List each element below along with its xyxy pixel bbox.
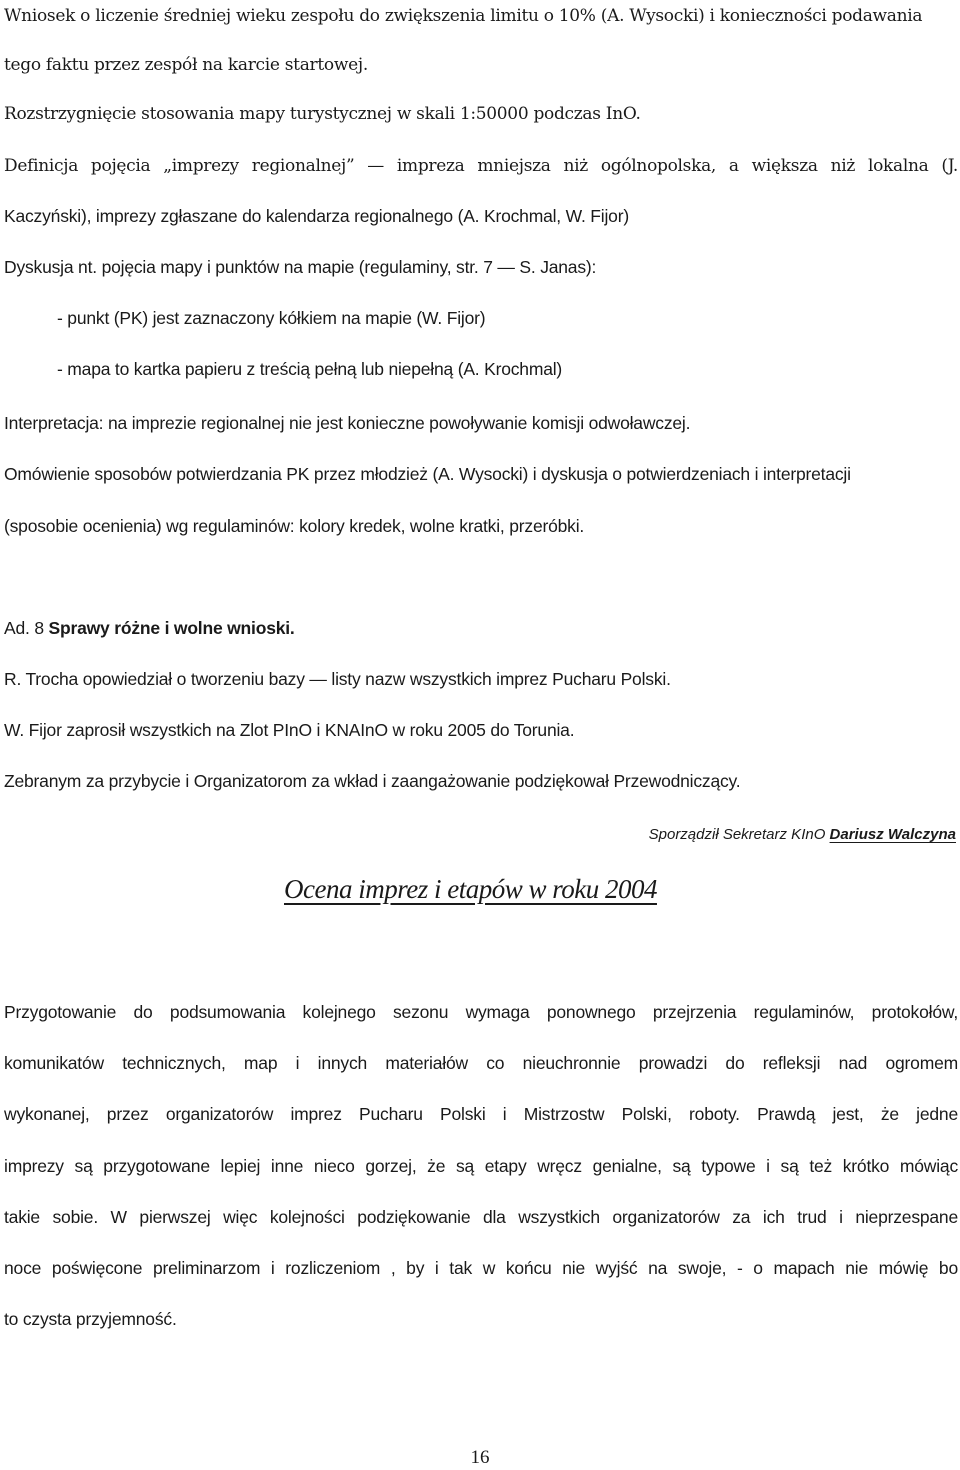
signature-line [649, 826, 956, 843]
body-line-7: to czysta przyjemność. [4, 1309, 177, 1329]
page-number: 16 [470, 1447, 490, 1468]
text-line-karta-startowa: tego faktu przez zespół na karcie startowej. [4, 55, 368, 75]
signature-name: Dariusz Walczyna [829, 826, 956, 843]
text-line-omowienie: Omówienie sposobów potwierdzania PK przez młodzież (A. Wysocki) i dyskusja o potwierdzeniach i interpretacji [4, 464, 851, 484]
section-heading: Ocena imprez i etapów w roku 2004 [284, 874, 657, 904]
text-line-punkt-pk: - punkt (PK) jest zaznaczony kółkiem na mapie (W. Fijor) [57, 308, 486, 328]
body-line-3: wykonanej, przez organizatorów imprez Pucharu Polski i Mistrzostw Polski, roboty. Prawdą jest, że jedne [4, 1104, 958, 1124]
text-line-dyskusja: Dyskusja nt. pojęcia mapy i punktów na mapie (regulaminy, str. 7 — S. Janas): [4, 257, 597, 277]
text-line-definicja: Definicja pojęcia „imprezy regionalnej” — impreza mniejsza niż ogólnopolska, a większa niż lokalna (J. [4, 156, 958, 176]
text-line-sposobie-ocenienia: (sposobie ocenienia) wg regulaminów: kolory kredek, wolne kratki, przeróbki. [4, 516, 585, 536]
section-ad8-prefix: Ad. 8 [4, 618, 49, 638]
body-line-6: noce poświęcone preliminarzom i rozliczeniom , by i tak w końcu nie wyjść na swoje, - o mapach nie mówię bo [4, 1258, 958, 1278]
body-line-5: takie sobie. W pierwszej więc kolejności podziękowanie dla wszystkich organizatorów za ich trud i nieprzespane [4, 1207, 958, 1227]
text-line-wniosek: Wniosek o liczenie średniej wieku zespołu do zwiększenia limitu o 10% (A. Wysocki) i konieczności podawania [4, 6, 923, 26]
body-line-1: Przygotowanie do podsumowania kolejnego sezonu wymaga ponownego przejrzenia regulaminów, protokołów, [4, 1002, 958, 1022]
text-line-kaczynski: Kaczyński), imprezy zgłaszane do kalendarza regionalnego (A. Krochmal, W. Fijor) [4, 206, 629, 226]
text-line-fijor-zlot: W. Fijor zaprosił wszystkich na Zlot PInO i KNAInO w roku 2005 do Torunia. [4, 720, 575, 740]
body-line-2: komunikatów technicznych, map i innych materiałów co nieuchronnie prowadzi do refleksji nad ogromem [4, 1053, 958, 1073]
text-line-podziekowanie: Zebranym za przybycie i Organizatorom za wkład i zaangażowanie podziękował Przewodniczący. [4, 771, 741, 791]
text-line-trocha: R. Trocha opowiedział o tworzeniu bazy — listy nazw wszystkich imprez Pucharu Polski. [4, 669, 671, 689]
signature-prefix: Sporządził Sekretarz KInO [648, 826, 830, 843]
text-line-interpretacja: Interpretacja: na imprezie regionalnej nie jest konieczne powoływanie komisji odwoławczej. [4, 413, 691, 433]
section-ad8-title: Sprawy różne i wolne wnioski. [48, 618, 295, 638]
text-line-rozstrzygniecie: Rozstrzygnięcie stosowania mapy turystycznej w skali 1:50000 podczas InO. [4, 104, 641, 124]
body-line-4: imprezy są przygotowane lepiej inne nieco gorzej, że są etapy wręcz genialne, są typowe i są też krótko mówiąc [4, 1156, 958, 1176]
text-line-mapa-kartka: - mapa to kartka papieru z treścią pełną lub niepełną (A. Krochmal) [57, 359, 563, 379]
section-ad8-heading [4, 615, 295, 641]
